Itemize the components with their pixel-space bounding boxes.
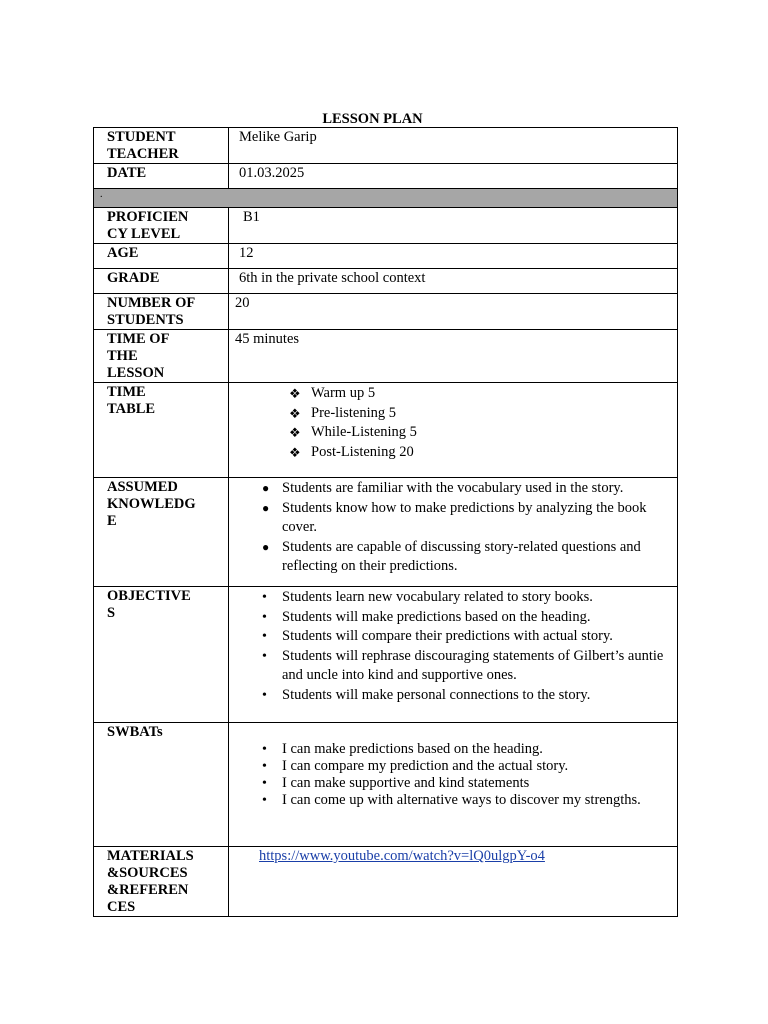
swbats-value: [229, 723, 678, 847]
row-proficiency: [94, 208, 678, 244]
list-item: ● Students are familiar with the vocabulary used in the story.: [282, 479, 671, 499]
diamond-bullet-icon: ❖: [289, 386, 301, 401]
number-of-students-label: NUMBER OF STUDENTS: [94, 294, 229, 330]
list-item: • Students will make personal connections to the story.: [282, 686, 671, 706]
lesson-plan-table: [93, 127, 678, 917]
swbats-label: SWBATs: [94, 723, 229, 847]
swbats-list: [235, 741, 671, 809]
time-of-lesson-label: TIME OF THE LESSON: [94, 330, 229, 383]
bullet-icon: •: [262, 793, 267, 808]
page-title: LESSON PLAN: [322, 111, 423, 127]
objectives-value: [229, 587, 678, 723]
grade-value: 6th in the private school context: [229, 269, 678, 294]
list-item: • I can make supportive and kind statements: [262, 775, 530, 791]
assumed-knowledge-label: ASSUMED KNOWLEDG E: [94, 478, 229, 587]
proficiency-value: B1: [229, 208, 678, 244]
diamond-bullet-icon: ❖: [289, 425, 301, 440]
list-item: ❖ While-Listening 5: [311, 423, 671, 443]
bullet-icon: ●: [262, 539, 270, 554]
youtube-link[interactable]: https://www.youtube.com/watch?v=lQ0ulgpY-o4: [259, 848, 545, 864]
row-materials: [94, 847, 678, 917]
age-value: 12: [229, 244, 678, 269]
list-item: ● Students know how to make predictions by analyzing the book cover.: [262, 499, 647, 535]
time-table-label: TIME TABLE: [94, 383, 229, 478]
row-grade: [94, 269, 678, 294]
row-time-of-lesson: [94, 330, 678, 383]
objectives-list: [235, 588, 671, 705]
bullet-icon: •: [262, 629, 267, 644]
list-item: ❖ Warm up 5: [311, 384, 671, 404]
assumed-knowledge-value: [229, 478, 678, 587]
row-age: [94, 244, 678, 269]
proficiency-label: PROFICIEN CY LEVEL: [94, 208, 229, 244]
row-swbats: [94, 723, 678, 847]
diamond-bullet-icon: ❖: [289, 405, 301, 421]
bullet-icon: •: [262, 742, 267, 757]
row-assumed-knowledge: [94, 478, 678, 587]
grade-label: GRADE: [94, 269, 229, 294]
list-item: • I can make predictions based on the heading.: [262, 741, 543, 757]
row-objectives: [94, 587, 678, 723]
bullet-icon: •: [262, 648, 267, 664]
bullet-icon: •: [262, 759, 267, 774]
time-of-lesson-value: 45 minutes: [229, 330, 678, 383]
list-item: ❖ Pre-listening 5: [311, 404, 671, 424]
objectives-label: OBJECTIVE S: [94, 587, 229, 723]
assumed-knowledge-list: [235, 479, 671, 577]
separator-cell: .: [94, 189, 678, 208]
date-value: 01.03.2025: [229, 164, 678, 189]
time-table-value: [229, 383, 678, 478]
row-student-teacher: [94, 128, 678, 164]
time-table-list: [235, 384, 671, 462]
bullet-icon: •: [262, 609, 267, 625]
number-of-students-value: 20: [229, 294, 678, 330]
list-item: • Students will compare their predictions with actual story.: [282, 627, 671, 647]
date-label: DATE: [94, 164, 229, 189]
row-time-table: [94, 383, 678, 478]
list-item: • Students will rephrase discouraging statements of Gilbert’s auntie and uncle into kind and supportive ones.: [262, 647, 664, 683]
bullet-icon: ●: [262, 500, 270, 515]
materials-value: [229, 847, 678, 917]
row-number-of-students: [94, 294, 678, 330]
list-item: • Students learn new vocabulary related to story books.: [282, 588, 671, 608]
list-item: ● Students are capable of discussing story-related questions and reflecting on their predictions.: [262, 538, 641, 574]
student-teacher-label: STUDENT TEACHER: [94, 128, 229, 164]
list-item: ❖ Post-Listening 20: [311, 443, 671, 463]
separator-row: [94, 189, 678, 208]
bullet-icon: •: [262, 687, 267, 703]
list-item: • Students will make predictions based on the heading.: [282, 608, 671, 628]
materials-label: MATERIALS &SOURCES &REFEREN CES: [94, 847, 229, 917]
bullet-icon: •: [262, 776, 267, 791]
list-item: • I can compare my prediction and the actual story.: [262, 758, 569, 774]
row-date: [94, 164, 678, 189]
age-label: AGE: [94, 244, 229, 269]
student-teacher-value: Melike Garip: [229, 128, 678, 164]
bullet-icon: •: [262, 590, 267, 605]
list-item: • I can come up with alternative ways to discover my strengths.: [262, 792, 641, 808]
diamond-bullet-icon: ❖: [289, 444, 301, 460]
bullet-icon: ●: [262, 481, 270, 495]
